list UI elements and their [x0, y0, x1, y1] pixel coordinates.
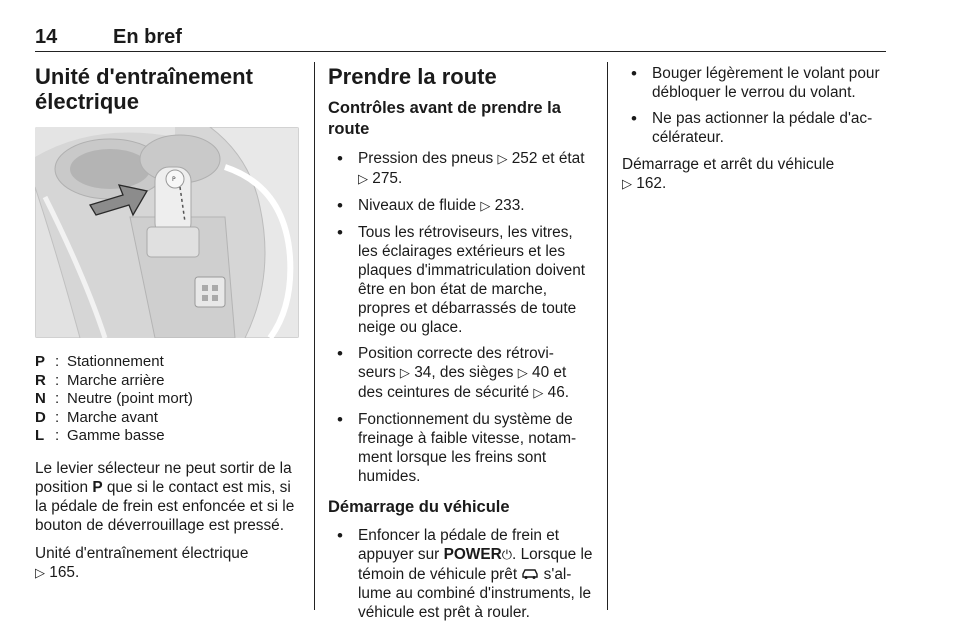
header-rule	[35, 51, 886, 52]
starting-list	[328, 526, 593, 622]
text-run: Fonctionnement du système de freinage à faible vitesse, notam‑ ment lorsque les freins sont humides.	[358, 411, 577, 485]
legend-key: D	[35, 408, 46, 426]
page-ref-icon: ▷	[399, 366, 410, 381]
vehicle-ready-icon	[521, 568, 539, 580]
page-ref-link[interactable]: 233.	[494, 197, 525, 214]
text-run: Enfoncer la pédale de frein et appuyer sur	[358, 527, 560, 563]
subheading-starting: Démarrage du véhicule	[328, 498, 510, 516]
gear-selector-illustration	[35, 127, 299, 338]
legend-row-r	[35, 371, 301, 390]
page-ref-link[interactable]: 252	[511, 150, 538, 167]
list-item	[328, 149, 593, 189]
gear-legend	[35, 352, 301, 445]
page-ref-link[interactable]: 275.	[372, 170, 403, 187]
list-item	[328, 410, 593, 486]
legend-row-l	[35, 426, 301, 445]
text-run: Pression des pneus	[358, 150, 498, 167]
legend-row-n	[35, 389, 301, 408]
svg-text:P: P	[172, 176, 176, 183]
text-run: Tous les rétroviseurs, les vitres, les éclairages extérieurs et les plaques d'immatriculation doivent être en bon état de marche, propres et débarrassés de toute neige ou glace.	[358, 224, 586, 336]
selector-lever-paragraph	[35, 459, 301, 535]
page-ref-icon: ▷	[358, 172, 368, 187]
text-bold: P	[92, 478, 103, 496]
page-ref-link[interactable]: 46.	[547, 384, 570, 401]
drive-unit-reference	[35, 544, 301, 583]
legend-text: Marche arrière	[67, 371, 165, 389]
subheading-controls: Contrôles avant de prendre la route	[328, 99, 561, 138]
text-run: Unité d'entraînement électrique	[35, 544, 249, 562]
text-run: Niveaux de fluide	[358, 197, 481, 214]
legend-text: Neutre (point mort)	[67, 390, 193, 407]
page-ref-icon: ▷	[517, 366, 528, 381]
text-run: . Lorsque le témoin de véhicule prêt	[358, 546, 593, 583]
page-ref-icon: ▷	[35, 565, 45, 581]
text-bold: POWER	[443, 546, 502, 563]
text-run: Position correcte des rétrovi‑ seurs	[358, 345, 554, 381]
text-run: et état	[537, 150, 585, 167]
text-run: Ne pas actionner la pédale d'ac‑ célérateur.	[652, 110, 873, 146]
page-number: 14	[35, 26, 58, 48]
text-run: s'al‑ lume au combiné d'instruments, le véhicule est prêt à rouler.	[358, 566, 592, 621]
column-3	[622, 64, 888, 194]
legend-sep: :	[55, 427, 60, 444]
text-run: que si le contact est mis, si la pédale de frein est enfoncée et si le bouton de déverrouillage est pressé.	[35, 478, 295, 534]
page-ref-icon: ▷	[622, 177, 632, 192]
legend-row-p	[35, 352, 301, 371]
text-run: Bouger légèrement le volant pour débloquer le verrou du volant.	[652, 65, 880, 101]
list-item	[328, 526, 593, 622]
column-2	[328, 64, 593, 622]
text-run: des sièges	[435, 364, 518, 381]
start-stop-reference	[622, 155, 888, 194]
section-heading-prendre-la-route: Prendre la route	[328, 64, 497, 89]
text-run: et des ceintures de sécurité	[358, 364, 567, 401]
text-run: Le levier sélecteur ne peut sortir de la position	[35, 459, 292, 496]
legend-sep: :	[55, 390, 60, 407]
list-item	[622, 109, 888, 147]
legend-sep: :	[55, 408, 60, 426]
legend-sep: :	[55, 371, 60, 389]
page-ref-icon: ▷	[497, 152, 508, 167]
checks-list	[328, 149, 593, 486]
legend-text: Marche avant	[67, 408, 158, 426]
legend-sep: :	[55, 353, 60, 370]
legend-key: N	[35, 390, 46, 407]
legend-text: Stationnement	[67, 353, 164, 370]
power-icon: ⏻	[501, 548, 513, 563]
legend-key: P	[35, 353, 46, 370]
page-ref-icon: ▷	[480, 199, 491, 214]
steering-list	[622, 64, 888, 147]
legend-text: Gamme basse	[67, 427, 165, 444]
section-heading-drive-unit: Unité d'entraînement électrique	[35, 64, 253, 114]
list-item	[328, 223, 593, 337]
column-divider-1	[314, 62, 315, 610]
legend-key: L	[35, 427, 45, 444]
page-ref-icon: ▷	[533, 386, 544, 401]
column-divider-2	[607, 62, 608, 610]
chapter-title: En bref	[113, 26, 182, 48]
legend-row-d	[35, 408, 301, 427]
page-ref-link[interactable]: 40	[532, 364, 550, 381]
text-run: Démarrage et arrêt du véhicule	[622, 156, 835, 173]
page-ref-link[interactable]: 165.	[49, 563, 80, 581]
page-ref-link[interactable]: 34,	[414, 364, 436, 381]
page-ref-link[interactable]: 162.	[636, 175, 667, 192]
list-item	[328, 196, 593, 216]
column-1	[35, 64, 301, 583]
list-item	[328, 344, 593, 403]
list-item	[622, 64, 888, 102]
legend-key: R	[35, 371, 46, 389]
